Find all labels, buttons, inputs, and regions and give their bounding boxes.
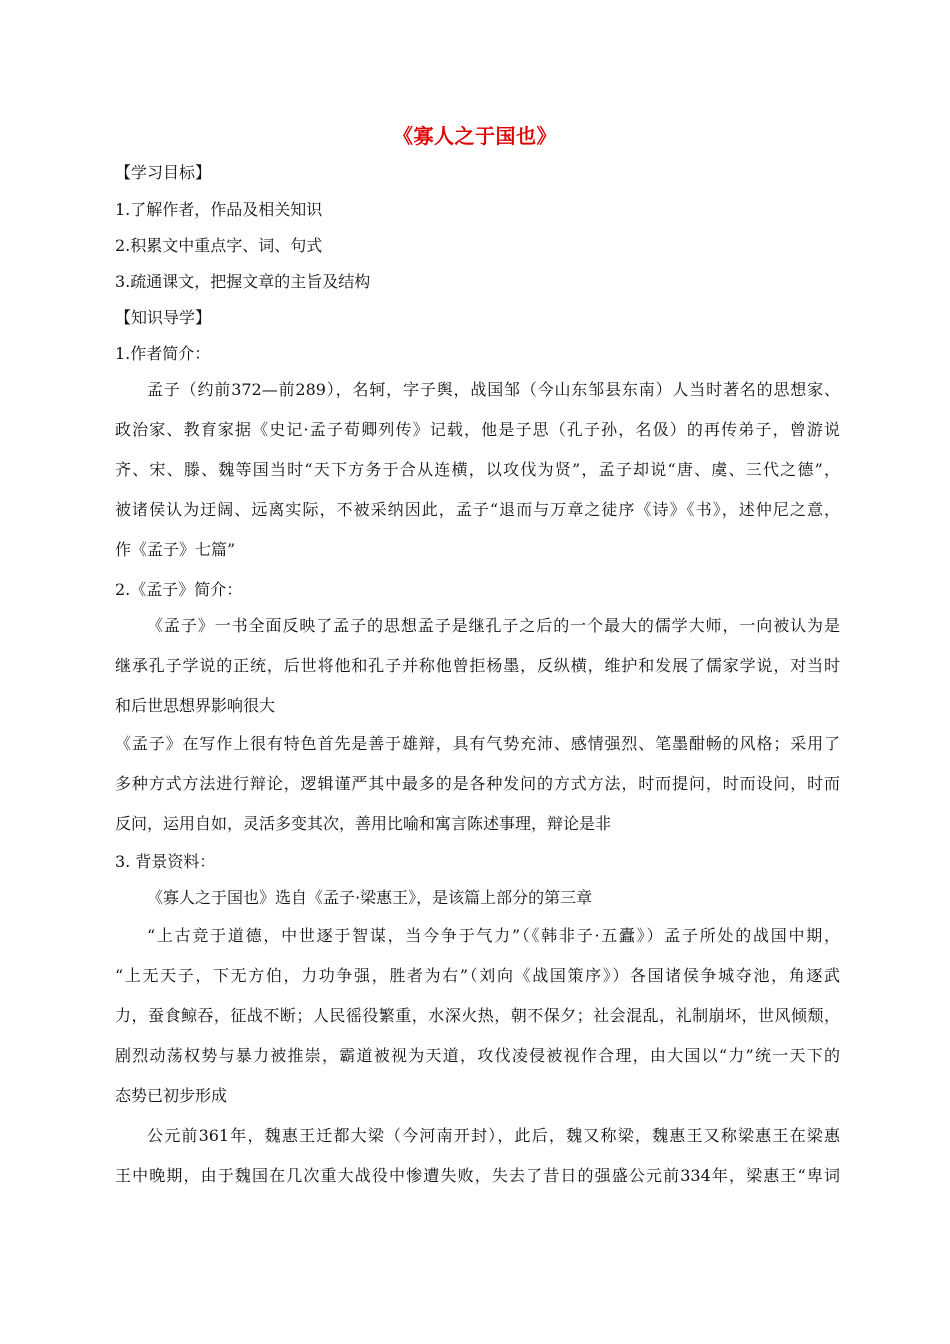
paragraph-line: 王中晚期，由于魏国在几次重大战役中惨遭失败，失去了昔日的强盛公元前334年，梁惠王“卑词 [115, 1166, 840, 1185]
paragraph-line: 态势已初步形成 [115, 1086, 228, 1105]
goal-item-3: 3.疏通课文，把握文章的主旨及结构 [115, 272, 371, 291]
section-heading-knowledge-guide: 【知识导学】 [115, 308, 212, 327]
paragraph-line: “上古竞于道德，中世逐于智谋，当今争于气力”（《韩非子·五蠹》）孟子所处的战国中期， [147, 926, 840, 945]
paragraph-line: 齐、宋、滕、魏等国当时“天下方务于合从连横，以攻伐为贤”，孟子却说“唐、虞、三代之德”， [115, 460, 840, 479]
section-heading-learning-goals: 【学习目标】 [115, 163, 212, 182]
paragraph-line: 被诸侯认为迂阔、远离实际，不被采纳因此，孟子“退而与万章之徒序《诗》《书》，述仲尼之意， [115, 500, 840, 519]
paragraph-line: 和后世思想界影响很大 [115, 696, 276, 715]
paragraph-line: “上无天子，下无方伯，力功争强，胜者为右”（刘向《战国策序》）各国诸侯争城夺池，角逐武 [115, 966, 840, 985]
paragraph-line: 《寡人之于国也》选自《孟子·梁惠王》，是该篇上部分的第三章 [147, 888, 593, 907]
paragraph-line: 公元前361年，魏惠王迁都大梁（今河南开封），此后，魏又称梁，魏惠王又称梁惠王在梁惠 [147, 1126, 840, 1145]
goal-item-2: 2.积累文中重点字、词、句式 [115, 236, 323, 255]
document-title: 《寡人之于国也》 [393, 124, 557, 148]
paragraph-line: 反问，运用自如，灵活多变其次，善用比喻和寓言陈述事理，辩论是非 [115, 814, 612, 833]
paragraph-line: 作《孟子》七篇” [115, 540, 236, 559]
paragraph-line: 继承孔子学说的正统，后世将他和孔子并称他曾拒杨墨，反纵横，维护和发展了儒家学说，对当时 [115, 656, 840, 675]
paragraph-line: 政治家、教育家据《史记·孟子荀卿列传》记载，他是子思（孔子孙，名伋）的再传弟子，曾游说 [115, 420, 840, 439]
subheading-author-intro: 1.作者简介： [115, 344, 211, 363]
paragraph-line: 力，蚕食鲸吞，征战不断；人民徭役繁重，水深火热，朝不保夕；社会混乱，礼制崩坏，世风倾颓， [115, 1006, 840, 1025]
paragraph-line: 剧烈动荡权势与暴力被推崇，霸道被视为天道，攻伐凌侵被视作合理，由大国以“力”统一天下的 [115, 1046, 840, 1065]
paragraph-line: 《孟子》一书全面反映了孟子的思想孟子是继孔子之后的一个最大的儒学大师，一向被认为是 [147, 616, 840, 635]
paragraph-line: 孟子（约前372—前289），名轲，字子舆，战国邹（今山东邹县东南）人当时著名的思想家、 [147, 380, 840, 399]
paragraph-line: 多种方式方法进行辩论，逻辑谨严其中最多的是各种发问的方式方法，时而提问，时而设问，时而 [115, 774, 840, 793]
subheading-mencius-intro: 2.《孟子》简介： [115, 580, 243, 599]
goal-item-1: 1.了解作者，作品及相关知识 [115, 200, 323, 219]
paragraph-line: 《孟子》在写作上很有特色首先是善于雄辩，具有气势充沛、感情强烈、笔墨酣畅的风格；采用了 [115, 734, 840, 753]
subheading-background: 3. 背景资料： [115, 852, 216, 871]
